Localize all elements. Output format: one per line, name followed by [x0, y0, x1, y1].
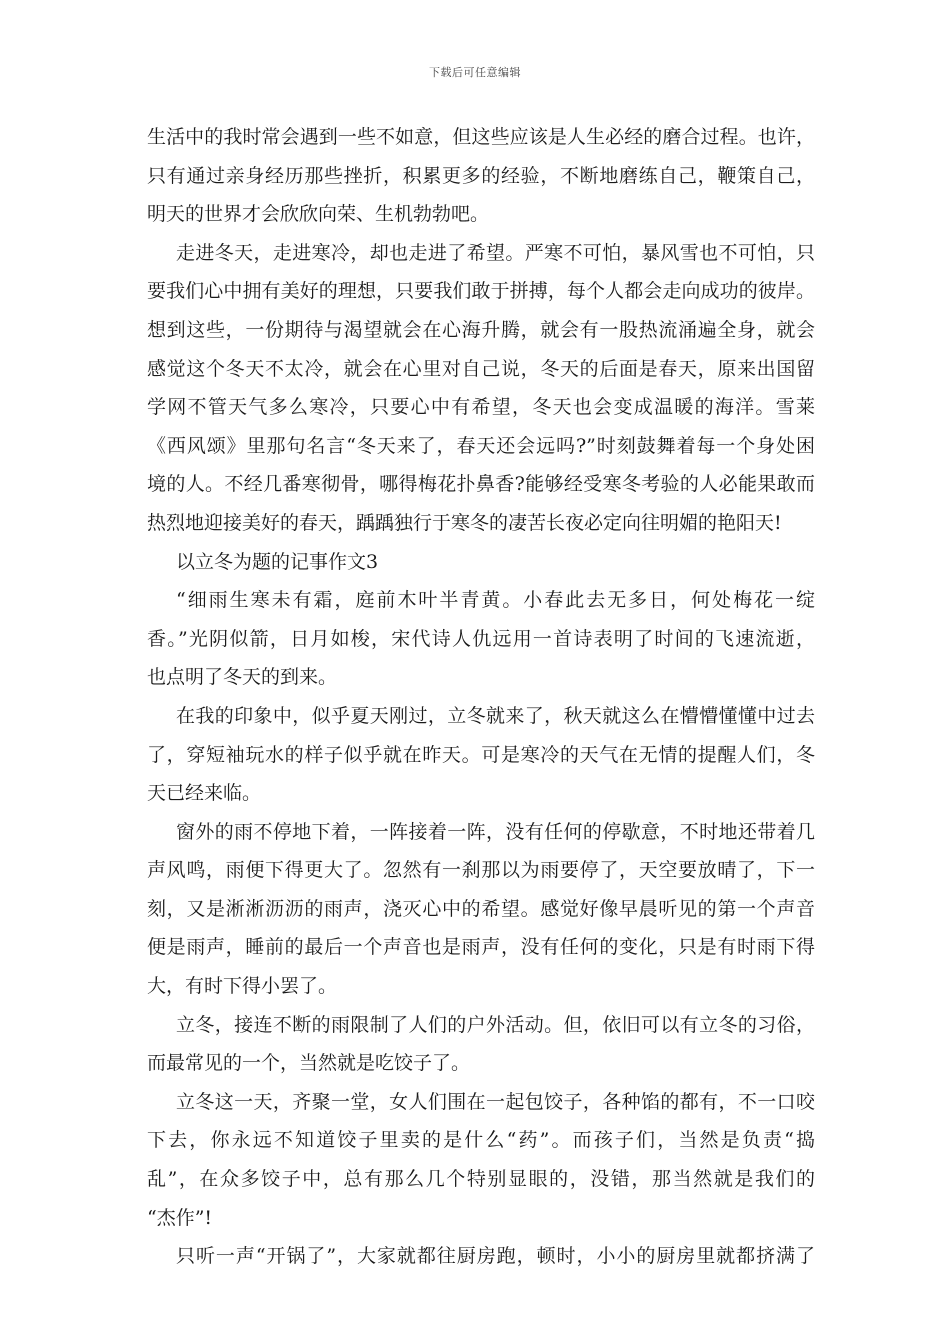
text-line: 声风鸣，雨便下得更大了。忽然有一刹那以为雨要停了，天空要放晴了，下一	[147, 859, 815, 882]
text-line: 也点明了冬天的到来。	[147, 666, 338, 689]
text-line: “杰作”!	[147, 1206, 213, 1229]
text-line: 想到这些，一份期待与渴望就会在心海升腾，就会有一股热流涌遍全身，就会	[147, 318, 815, 341]
text-line: 便是雨声，睡前的最后一个声音也是雨声，没有任何的变化，只是有时雨下得	[147, 936, 815, 959]
text-line: 以立冬为题的记事作文3	[176, 550, 379, 573]
text-line: 只听一声“开锅了”，大家就都往厨房跑，顿时，小小的厨房里就都挤满了	[176, 1245, 815, 1268]
text-line: 要我们心中拥有美好的理想，只要我们敢于拼搏，每个人都会走向成功的彼岸。	[147, 280, 815, 303]
text-line: 而最常见的一个，当然就是吃饺子了。	[147, 1052, 471, 1075]
document-body	[147, 118, 815, 1276]
text-line: 明天的世界才会欣欣向荣、生机勃勃吧。	[147, 203, 490, 226]
text-line: 下去，你永远不知道饺子里卖的是什么“药”。而孩子们，当然是负责“捣	[147, 1129, 815, 1152]
text-line: 窗外的雨不停地下着，一阵接着一阵，没有任何的停歇意，不时地还带着几	[176, 820, 815, 843]
text-line: 走进冬天，走进寒冷，却也走进了希望。严寒不可怕，暴风雪也不可怕，只	[176, 241, 815, 264]
page-header: 下载后可任意编辑	[429, 66, 521, 79]
text-line: 了，穿短袖玩水的样子似乎就在昨天。可是寒冷的天气在无情的提醒人们，冬	[147, 743, 815, 766]
text-line: 感觉这个冬天不太冷，就会在心里对自己说，冬天的后面是春天，原来出国留	[147, 357, 815, 380]
text-line: “细雨生寒未有霜，庭前木叶半青黄。小春此去无多日，何处梅花一绽	[176, 589, 815, 612]
text-line: 立冬这一天，齐聚一堂，女人们围在一起包饺子，各种馅的都有，不一口咬	[176, 1090, 815, 1113]
text-line: 境的人。不经几番寒彻骨，哪得梅花扑鼻香?能够经受寒冬考验的人必能果敢而	[147, 473, 815, 496]
text-line: 《西风颂》里那句名言“冬天来了，春天还会远吗?”时刻鼓舞着每一个身处困	[147, 434, 815, 457]
text-line: 只有通过亲身经历那些挫折，积累更多的经验，不断地磨练自己，鞭策自己，	[147, 164, 815, 187]
text-line: 刻，又是淅淅沥沥的雨声，浇灭心中的希望。感觉好像早晨听见的第一个声音	[147, 897, 815, 920]
text-line: 立冬，接连不断的雨限制了人们的户外活动。但，依旧可以有立冬的习俗，	[176, 1013, 815, 1036]
text-line: 在我的印象中，似乎夏天刚过，立冬就来了，秋天就这么在懵懵懂懂中过去	[176, 704, 815, 727]
text-line: 天已经来临。	[147, 782, 262, 805]
text-line: 大，有时下得小罢了。	[147, 975, 338, 998]
text-line: 热烈地迎接美好的春天，踽踽独行于寒冬的凄苦长夜必定向往明媚的艳阳天!	[147, 511, 782, 534]
text-line: 香。”光阴似箭，日月如梭，宋代诗人仇远用一首诗表明了时间的飞速流逝，	[147, 627, 815, 650]
text-line: 乱”，在众多饺子中，总有那么几个特别显眼的，没错，那当然就是我们的	[147, 1168, 815, 1191]
text-line: 生活中的我时常会遇到一些不如意，但这些应该是人生必经的磨合过程。也许，	[147, 126, 815, 148]
text-line: 学网不管天气多么寒冷，只要心中有希望，冬天也会变成温暖的海洋。雪莱	[147, 396, 815, 419]
